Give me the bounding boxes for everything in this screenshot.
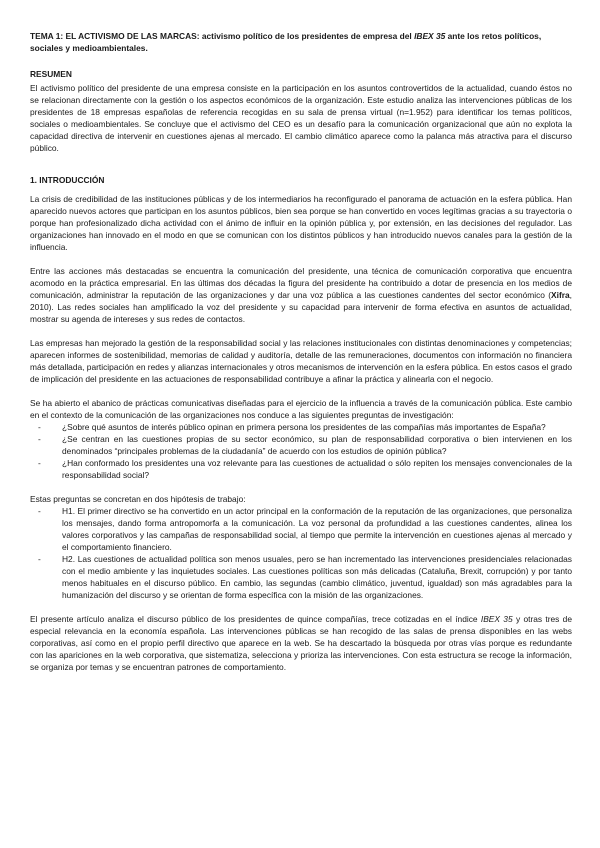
question-text: ¿Se centran en las cuestiones propias de su sector económico, su plan de responsabilidad corporativa o bien intervienen en los denominados “principales problemas de la ciudadanía” de acuerdo con los estudios de opinión pública?: [62, 434, 572, 456]
intro-p6-text-b: y otras tres de especial relevancia en la economía española. Las intervenciones públicas se han recogido de las salas de prensa disponibles en las webs corporativas, así como en el propio perfil directivo que aparece en la web. Se ha descartado la búsqueda por otras vías porque es redundante con las apariciones en la web corporativa, que sistematiza, selecciona y prioriza las intervenciones. Con esta estructura se recoge la información, se organiza por temas y se encuentran patrones de comportamiento.: [30, 614, 572, 672]
bullet-dash-icon: -: [38, 506, 41, 516]
paper-title: [30, 30, 572, 54]
research-questions-list: [30, 421, 572, 481]
hypothesis-item: [30, 553, 572, 601]
intro-paragraph-1: La crisis de credibilidad de las instituciones públicas y de los intermediarios ha reconfigurado el panorama de actuación en la esfera pública. Han aparecido nuevos actores que participan en los asuntos públicos, bien sea porque se han convertido en voces legítimas gracias a su trayectoria o porque han profesionalizado dicha actividad con el ánimo de influir en la opinión pública y, por extensión, en las decisiones del regulador. Las organizaciones han innovado en el modo en que se comunican con los distintos públicos y han introducido nuevos canales para la gestión de la influencia.: [30, 194, 572, 252]
intro-paragraph-3: Las empresas han mejorado la gestión de la responsabilidad social y las relaciones institucionales con distintas denominaciones y competencias; aparecen informes de sostenibilidad, memorias de calidad y auditoría, detalle de las remuneraciones, documentos con información no financiera más detallada, participación en redes y alianzas internacionales y otros mecanismos de intervención en la esfera pública. En estos casos el grado de implicación del presidente en las actuaciones de responsabilidad contribuye a afinar la práctica y alinearla con el negocio.: [30, 338, 572, 384]
hypothesis-text: H2. Las cuestiones de actualidad política son menos usuales, pero se han incrementado las intervenciones presidenciales relacionadas con el medio ambiente y las inquietudes sociales. Las cuestiones políticas son más delicadas (Cataluña, Brexit, corrupción) y por tanto menos habituales en el discurso público. En cambio, las segundas (cambio climático, juventud, igualdad) son más agradables para la humanización del discurso y se orientan de forma específica con la misión de las organizaciones.: [62, 554, 572, 600]
research-question: [30, 421, 572, 433]
intro-p2-text-b: , 2010). Las redes sociales han amplificado la voz del presidente y su capacidad para intervenir de forma efectiva en asuntos de actualidad, mostrar su agenda de intereses y sus redes de contactos.: [30, 290, 572, 324]
intro-p6-text-a: El presente artículo analiza el discurso público de los presidentes de quince compañías, trece cotizadas en el índice: [30, 614, 481, 624]
resumen-heading: RESUMEN: [30, 69, 72, 79]
hypothesis-text: H1. El primer directivo se ha convertido en un actor principal en la conformación de la reputación de las organizaciones, que personaliza los mensajes, dando forma antropomorfa a la comunicación. La voz personal da profundidad a las cuestiones candentes, alinea los valores corporativos y las campañas de responsabilidad social, al tiempo que permite la intervención en cuestiones ajenas al mercado y el comportamiento financiero.: [62, 506, 572, 552]
hypothesis-item: [30, 505, 572, 553]
research-question: [30, 433, 572, 457]
intro-paragraph-2: [30, 265, 572, 325]
question-text: ¿Han conformado los presidentes una voz relevante para las cuestiones de actualidad o sólo repiten los mensajes convencionales de la responsabilidad social?: [62, 458, 572, 480]
intro-paragraph-6: [30, 613, 572, 673]
intro-paragraph-4: Se ha abierto el abanico de prácticas comunicativas diseñadas para el ejercicio de la influencia a través de la comunicación pública. Este cambio en el contexto de la comunicación de las organizaciones nos conduce a las siguientes preguntas de investigación:: [30, 398, 572, 420]
citation-xifra: Xifra: [551, 290, 570, 300]
hypotheses-list: [30, 505, 572, 601]
question-text: ¿Sobre qué asuntos de interés público opinan en primera persona los presidentes de las compañías más importantes de España?: [62, 422, 546, 432]
bullet-dash-icon: -: [38, 434, 41, 444]
bullet-dash-icon: -: [38, 422, 41, 432]
research-question: [30, 457, 572, 481]
ibex-italic: IBEX 35: [480, 614, 513, 624]
bullet-dash-icon: -: [38, 554, 41, 564]
intro-p2-text-a: Entre las acciones más destacadas se encuentra la comunicación del presidente, una técnica de comunicación corporativa que encuentra acomodo en la práctica empresarial. En las últimas dos décadas la figura del presidente ha contribuido a dotar de presencia en los medios de comunicación, administrar la reputación de las organizaciones y dar una voz pública a las cuestiones candentes del sector económico (: [30, 266, 572, 300]
intro-paragraph-5: Estas preguntas se concretan en dos hipótesis de trabajo:: [30, 494, 246, 504]
title-tail: ante los retos políticos, sociales y medioambientales.: [30, 31, 542, 53]
intro-heading: 1. INTRODUCCIÓN: [30, 175, 105, 185]
resumen-text: El activismo político del presidente de una empresa consiste en la participación en los asuntos controvertidos de la actualidad, cuando éstos no se relacionan directamente con la gestión o los aspectos económicos de la organización. Este estudio analiza las intervenciones públicas de los presidentes de 18 empresas españolas de referencia recogidas en su sala de prensa virtual (n=1.952) para identificar los temas políticos, sociales o medioambientales. Se concluye que el activismo del CEO es un desafío para la comunicación organizacional que aún no explota la capacidad directiva de intervenir en cuestiones ajenas al mercado. El cambio climático aparece como la palanca más atractiva para el discurso público.: [30, 83, 572, 153]
title-italic: IBEX 35: [414, 31, 446, 41]
bullet-dash-icon: -: [38, 458, 41, 468]
title-lead: TEMA 1: EL ACTIVISMO DE LAS MARCAS: activismo político de los presidentes de empresa del: [30, 31, 415, 41]
document-page: [30, 30, 572, 673]
